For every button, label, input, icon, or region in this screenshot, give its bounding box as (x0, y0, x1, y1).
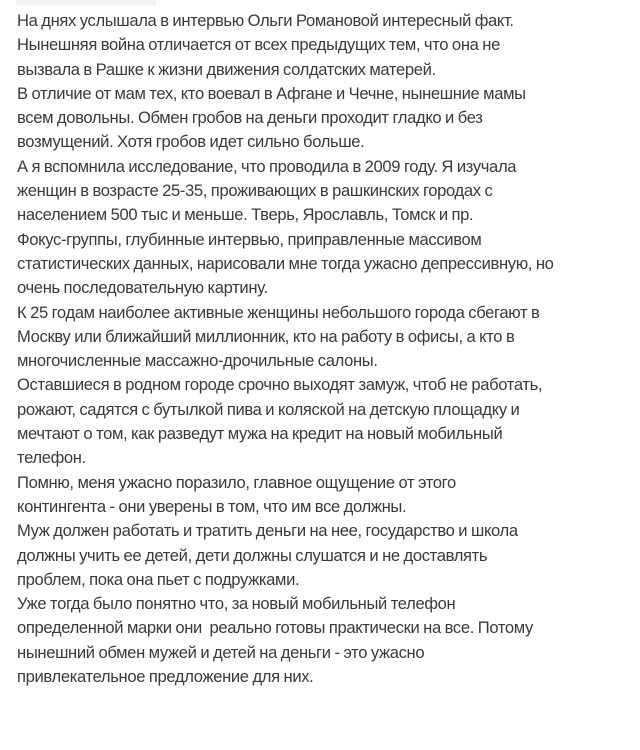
text-line: всем довольны. Обмен гробов на деньги проходит гладко и без (17, 108, 483, 128)
text-line: Муж должен работать и тратить деньги на нее, государство и школа (17, 521, 518, 541)
post-text (17, 9, 633, 689)
text-line: женщин в возрасте 25-35, проживающих в рашкинских городах с (17, 181, 493, 201)
text-line: Москву или ближайший миллионник, кто на работу в офисы, а кто в (17, 326, 515, 346)
text-line: Оставшиеся в родном городе срочно выходят замуж, чтоб не работать, (17, 375, 543, 395)
text-line: Помню, меня ужасно поразило, главное ощущение от этого (17, 472, 456, 492)
text-line: многочисленные массажно-дрочильные салоны. (17, 351, 378, 371)
text-line: А я вспомнила исследование, что проводила в 2009 году. Я изучала (17, 156, 517, 176)
text-line: Нынешняя война отличается от всех предыдущих тем, что она не (17, 35, 500, 55)
text-line: рожают, садятся с бутылкой пива и коляской на детскую площадку и (17, 399, 520, 419)
top-cropped-element (16, 0, 156, 5)
text-line: мечтают о том, как разведут мужа на кредит на новый мобильный (17, 424, 503, 444)
text-line: телефон. (17, 448, 86, 468)
text-line: должны учить ее детей, дети должны слушатся и не доставлять (17, 545, 488, 565)
text-line: населением 500 тыс и меньше. Тверь, Ярославль, Томск и пр. (17, 205, 474, 225)
text-line: определенной марки они реально готовы практически на все. Потому (17, 618, 533, 638)
text-line: статистических данных, нарисовали мне тогда ужасно депрессивную, но (17, 253, 554, 273)
text-line: Уже тогда было понятно что, за новый мобильный телефон (17, 594, 456, 614)
text-line: К 25 годам наиболее активные женщины небольшого города сбегают в (17, 302, 540, 322)
text-line: нынешний обмен мужей и детей на деньги - это ужасно (17, 642, 425, 662)
text-line: Фокус-группы, глубинные интервью, приправленные массивом (17, 229, 482, 249)
text-line: В отличие от мам тех, кто воевал в Афгане и Чечне, нынешние мамы (17, 83, 526, 103)
text-line: очень последовательную картину. (17, 278, 268, 298)
text-line: вызвала в Рашке к жизни движения солдатских матерей. (17, 59, 436, 79)
text-line: возмущений. Хотя гробов идет сильно больше. (17, 132, 365, 152)
text-line: проблем, пока она пьет с подружками. (17, 569, 300, 589)
text-line: На днях услышала в интервью Ольги Романовой интересный факт. (17, 11, 514, 30)
text-line: привлекательное предложение для них. (17, 667, 314, 687)
text-line: контингента - они уверены в том, что им все должны. (17, 496, 407, 516)
